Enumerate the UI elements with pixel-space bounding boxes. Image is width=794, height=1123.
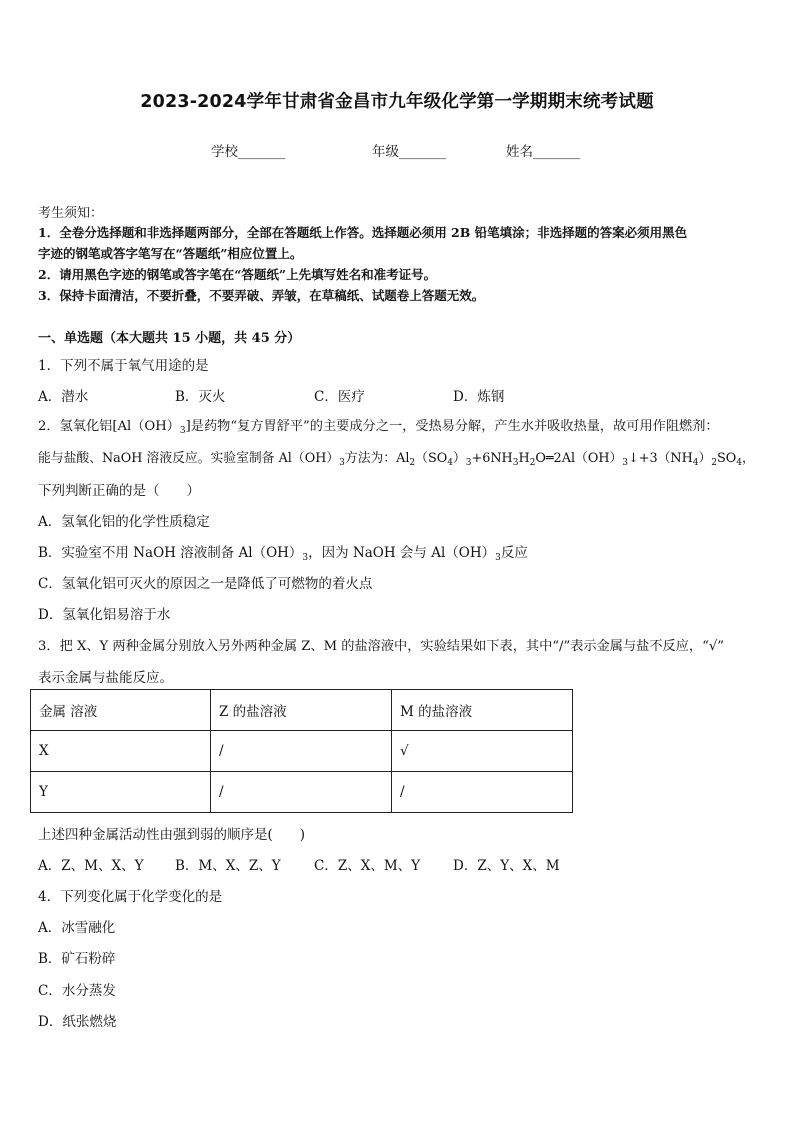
reaction-table	[30, 689, 573, 813]
table-header-row	[31, 690, 573, 731]
question-2-line-1: 2．氢氧化铝$[Al(OH)_3]$是药物“复方胃舒平”的主要成分之一，受热易分解，产生水并吸收热量，故可用作阻燃剂：	[38, 419, 719, 436]
q4-option-b: B．矿石粉碎	[38, 951, 116, 967]
q4-option-d: D．纸张燃烧	[38, 1014, 117, 1030]
school-field: 学校_______	[211, 144, 286, 160]
table-cell: X	[31, 731, 211, 772]
q3-option-c: C．Z、X、M、Y	[314, 858, 421, 874]
name-field: 姓名_______	[506, 144, 581, 160]
table-cell: /	[392, 772, 573, 813]
table-header-cell: 金属 溶液	[31, 690, 211, 731]
q3-option-d: D．Z、Y、X、M	[453, 858, 560, 874]
question-3-prompt: 上述四种金属活动性由强到弱的顺序是( )	[38, 827, 306, 843]
q4-option-a: A．冰雪融化	[38, 920, 116, 936]
notice-item-1: 1．全卷分选择题和非选择题两部分，全部在答题纸上作答。选择题必须用 2B 铅笔填涂；非选择题的答案必须用黑色	[38, 225, 688, 240]
question-3-line-1: 3．把 X、Y 两种金属分别放入另外两种金属 Z、M 的盐溶液中，实验结果如下表，其中“/”表示金属与盐不反应，“√”	[38, 639, 724, 654]
table-cell: √	[392, 731, 573, 772]
question-1-stem: 1．下列不属于氧气用途的是	[38, 358, 209, 374]
grade-field: 年级_______	[372, 144, 447, 160]
q1-option-a: A．潜水	[38, 389, 89, 405]
question-3-line-2: 表示金属与盐能反应。	[38, 670, 173, 686]
q2-option-d: D．氢氧化铝易溶于水	[38, 607, 171, 623]
notice-item-2: 2．请用黑色字迹的钢笔或答字笔在“答题纸”上先填写姓名和准考证号。	[38, 267, 437, 282]
question-4-stem: 4．下列变化属于化学变化的是	[38, 889, 223, 905]
page-title: 2023-2024学年甘肃省金昌市九年级化学第一学期期末统考试题	[140, 92, 654, 112]
section-heading: 一、单选题（本大题共 15 小题，共 45 分）	[38, 331, 301, 346]
q1-option-b: B．灭火	[175, 389, 226, 405]
q4-option-c: C．水分蒸发	[38, 983, 116, 999]
notice-item-3: 3．保持卡面清洁，不要折叠，不要弄破、弄皱，在草稿纸、试题卷上答题无效。	[38, 288, 485, 303]
q3-option-b: B．M、X、Z、Y	[175, 858, 281, 874]
q2-option-a: A．氢氧化铝的化学性质稳定	[38, 514, 210, 530]
notice-heading: 考生须知：	[38, 206, 104, 221]
q1-option-c: C．医疗	[314, 389, 365, 405]
question-2-line-2: 能与盐酸、NaOH 溶液反应。实验室制备 $Al(OH)_3$方法为：$Al_2(SO_4)_3+6NH_3H_2O═2Al(OH)_3↓+3(NH_4)_2SO_4$，	[38, 451, 755, 468]
table-row	[31, 772, 573, 813]
q2-option-c: C．氢氧化铝可灭火的原因之一是降低了可燃物的着火点	[38, 576, 373, 592]
notice-item-1-cont: 字迹的钢笔或答字笔写在“答题纸”相应位置上。	[38, 246, 303, 261]
q3-option-a: A．Z、M、X、Y	[38, 858, 144, 874]
table-row	[31, 731, 573, 772]
table-cell: /	[211, 772, 392, 813]
question-2-line-3: 下列判断正确的是（ ）	[38, 483, 200, 499]
table-header-cell: Z 的盐溶液	[211, 690, 392, 731]
q2-option-b: B．实验室不用 NaOH 溶液制备 $Al(OH)_3$，因为 NaOH 会与 $Al(OH)_3$反应	[38, 545, 528, 563]
table-cell: Y	[31, 772, 211, 813]
table-cell: /	[211, 731, 392, 772]
table-header-cell: M 的盐溶液	[392, 690, 573, 731]
q1-option-d: D．炼钢	[453, 389, 505, 405]
